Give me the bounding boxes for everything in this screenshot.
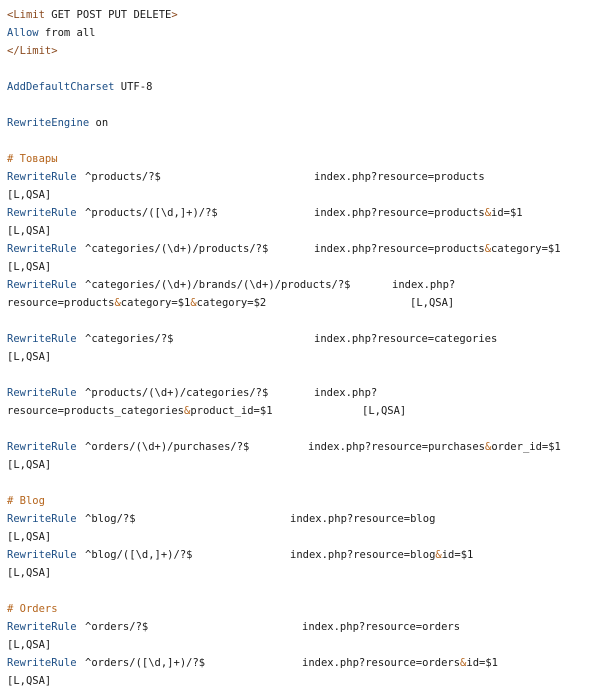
rule-target: index.php?resource=products <box>314 171 485 183</box>
rule-continuation-line <box>7 402 600 420</box>
limit-open-close: > <box>171 9 178 21</box>
rule-line <box>7 510 600 528</box>
rule-flags-line <box>7 186 600 204</box>
code-line-blank <box>7 312 600 330</box>
rule-target <box>302 654 498 672</box>
rule-flags: [L,QSA] <box>7 225 52 237</box>
rewrite-rule-directive: RewriteRule <box>7 243 77 255</box>
code-line-allow <box>7 24 600 42</box>
rule-target <box>314 204 523 222</box>
rule-pattern: ^categories/(\d+)/brands/(\d+)/products/?$ <box>85 279 351 291</box>
target-part: id=$1 <box>491 207 523 219</box>
code-line-limit-close <box>7 42 600 60</box>
target-part: id=$1 <box>466 657 498 669</box>
rule-pattern: ^categories/(\d+)/products/?$ <box>85 243 269 255</box>
rule-flags: [L,QSA] <box>362 405 407 417</box>
comment-text: # Blog <box>7 495 45 507</box>
ampersand: & <box>190 297 197 309</box>
rule-flags-line <box>7 258 600 276</box>
rule-line <box>7 438 600 456</box>
rule-flags-line <box>7 528 600 546</box>
rewrite-rule-directive: RewriteRule <box>7 207 77 219</box>
code-line-blank <box>7 96 600 114</box>
rewrite-rule-directive: RewriteRule <box>7 171 77 183</box>
target-part: category=$2 <box>196 297 267 309</box>
rule-pattern: ^blog/([\d,]+)/?$ <box>85 549 193 561</box>
rule-line <box>7 330 600 348</box>
rewrite-engine-directive: RewriteEngine <box>7 117 90 129</box>
target-part: index.php?resource=products <box>314 243 485 255</box>
rule-pattern: ^categories/?$ <box>85 333 174 345</box>
rule-target: index.php? <box>392 279 456 291</box>
rule-target <box>308 438 561 456</box>
target-part: resource=products <box>7 297 115 309</box>
rule-flags: [L,QSA] <box>7 675 52 687</box>
charset-value: UTF-8 <box>114 81 153 93</box>
rule-line <box>7 276 600 294</box>
code-line-limit-open <box>7 6 600 24</box>
rewrite-rule-directive: RewriteRule <box>7 657 77 669</box>
comment-text: # Товары <box>7 153 58 165</box>
code-line-blank <box>7 474 600 492</box>
code-line-blank <box>7 60 600 78</box>
rule-flags-line <box>7 222 600 240</box>
rewrite-rule-directive: RewriteRule <box>7 279 77 291</box>
rewrite-rule-directive: RewriteRule <box>7 441 77 453</box>
rule-line <box>7 204 600 222</box>
rule-flags: [L,QSA] <box>7 351 52 363</box>
comment-blog <box>7 492 600 510</box>
rewrite-rule-directive: RewriteRule <box>7 621 77 633</box>
rule-flags: [L,QSA] <box>7 567 52 579</box>
comment-products <box>7 150 600 168</box>
target-part: index.php?resource=orders <box>302 657 461 669</box>
rule-flags: [L,QSA] <box>410 297 455 309</box>
rewrite-rule-directive: RewriteRule <box>7 549 77 561</box>
rewrite-rule-directive: RewriteRule <box>7 387 77 399</box>
rule-line <box>7 546 600 564</box>
target-part: index.php?resource=blog <box>290 549 436 561</box>
rule-flags: [L,QSA] <box>7 189 52 201</box>
rule-flags-line <box>7 456 600 474</box>
rule-flags-line <box>7 564 600 582</box>
rewrite-rule-directive: RewriteRule <box>7 513 77 525</box>
rule-pattern: ^blog/?$ <box>85 513 136 525</box>
rule-line <box>7 654 600 672</box>
rule-flags-line <box>7 672 600 690</box>
rewrite-engine-value: on <box>89 117 109 129</box>
target-part: resource=products_categories <box>7 405 185 417</box>
rule-flags-line <box>7 636 600 654</box>
allow-directive: Allow <box>7 27 39 39</box>
comment-orders <box>7 600 600 618</box>
comment-text: # Orders <box>7 603 58 615</box>
target-part: product_id=$1 <box>190 405 273 417</box>
rule-flags: [L,QSA] <box>7 261 52 273</box>
target-part: index.php?resource=products <box>314 207 485 219</box>
allow-value: from all <box>38 27 96 39</box>
limit-close-tag: </Limit> <box>7 45 58 57</box>
rule-line <box>7 168 600 186</box>
rule-pattern: ^orders/([\d,]+)/?$ <box>85 657 206 669</box>
rule-continuation-line <box>7 294 600 312</box>
rewrite-rule-directive: RewriteRule <box>7 333 77 345</box>
limit-open-tag: <Limit <box>7 9 45 21</box>
rule-flags: [L,QSA] <box>7 459 52 471</box>
code-line-rewrite-engine <box>7 114 600 132</box>
rule-target: index.php?resource=categories <box>314 333 498 345</box>
rule-line <box>7 618 600 636</box>
code-line-blank <box>7 366 600 384</box>
rule-line <box>7 240 600 258</box>
target-part: category=$1 <box>491 243 561 255</box>
limit-methods: GET POST PUT DELETE <box>44 9 172 21</box>
target-part: category=$1 <box>120 297 191 309</box>
rule-flags: [L,QSA] <box>7 531 52 543</box>
ampersand: & <box>184 405 191 417</box>
rule-flags-line <box>7 348 600 366</box>
rule-target <box>314 240 561 258</box>
rule-pattern: ^products/(\d+)/categories/?$ <box>85 387 269 399</box>
rule-pattern: ^orders/?$ <box>85 621 149 633</box>
charset-directive: AddDefaultCharset <box>7 81 115 93</box>
ampersand: & <box>460 657 467 669</box>
code-line-charset <box>7 78 600 96</box>
target-part: order_id=$1 <box>491 441 561 453</box>
rule-target: index.php? <box>314 387 378 399</box>
ampersand: & <box>435 549 442 561</box>
code-line-blank <box>7 582 600 600</box>
rule-line <box>7 384 600 402</box>
ampersand: & <box>484 243 492 255</box>
rule-pattern: ^products/?$ <box>85 171 161 183</box>
rule-target: index.php?resource=blog <box>290 513 436 525</box>
target-part: index.php?resource=purchases <box>308 441 486 453</box>
code-line-blank <box>7 420 600 438</box>
rule-pattern: ^orders/(\d+)/purchases/?$ <box>85 441 250 453</box>
ampersand: & <box>114 297 121 309</box>
rule-target <box>290 546 473 564</box>
ampersand: & <box>485 441 492 453</box>
code-line-blank <box>7 132 600 150</box>
rule-pattern: ^products/([\d,]+)/?$ <box>85 207 218 219</box>
rule-target: index.php?resource=orders <box>302 621 461 633</box>
rule-flags: [L,QSA] <box>7 639 52 651</box>
target-part: id=$1 <box>441 549 474 561</box>
ampersand: & <box>484 207 492 219</box>
